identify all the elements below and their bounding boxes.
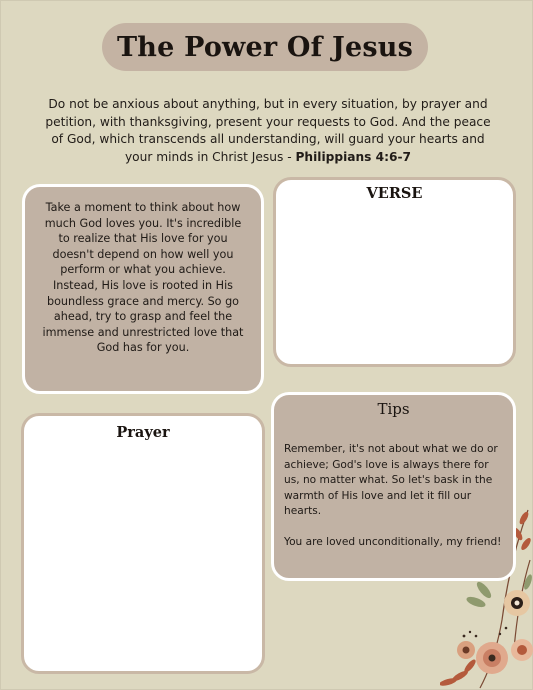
scripture-reference: Philippians 4:6-7 (295, 149, 412, 164)
verse-box[interactable] (273, 177, 516, 367)
scripture-text: Do not be anxious about anything, but in every situation, by prayer and petition, with thanksgiving, present your requests to God. And the peace of God, which transcends all understanding, will guard your hearts and your minds in Christ Jesus - (45, 97, 491, 164)
reflection-card (22, 184, 264, 394)
scripture-intro (40, 96, 496, 166)
verse-heading: VERSE (366, 185, 423, 202)
tips-heading: Tips (377, 400, 410, 418)
prayer-box[interactable] (21, 413, 265, 674)
tips-paragraph: Remember, it's not about what we do or achieve; God's love is always there for us, no matter what. So let's bask in the warmth of His love and let it fill our hearts. (284, 443, 498, 518)
reflection-text: Take a moment to think about how much God loves you. It's incredible to realize that His love for you doesn't depend on how well you perform or what you achieve. Instead, His love is rooted in His boundless grace and mercy. So go ahead, try to grasp and feel the immense and unrestricted love that God has for you. (42, 201, 244, 355)
tips-closing: You are loved unconditionally, my friend! (284, 535, 502, 548)
page-title: The Power Of Jesus (116, 31, 414, 63)
tips-body (274, 418, 513, 551)
tips-card (271, 392, 516, 581)
prayer-heading: Prayer (116, 424, 170, 441)
title-banner (102, 23, 428, 71)
